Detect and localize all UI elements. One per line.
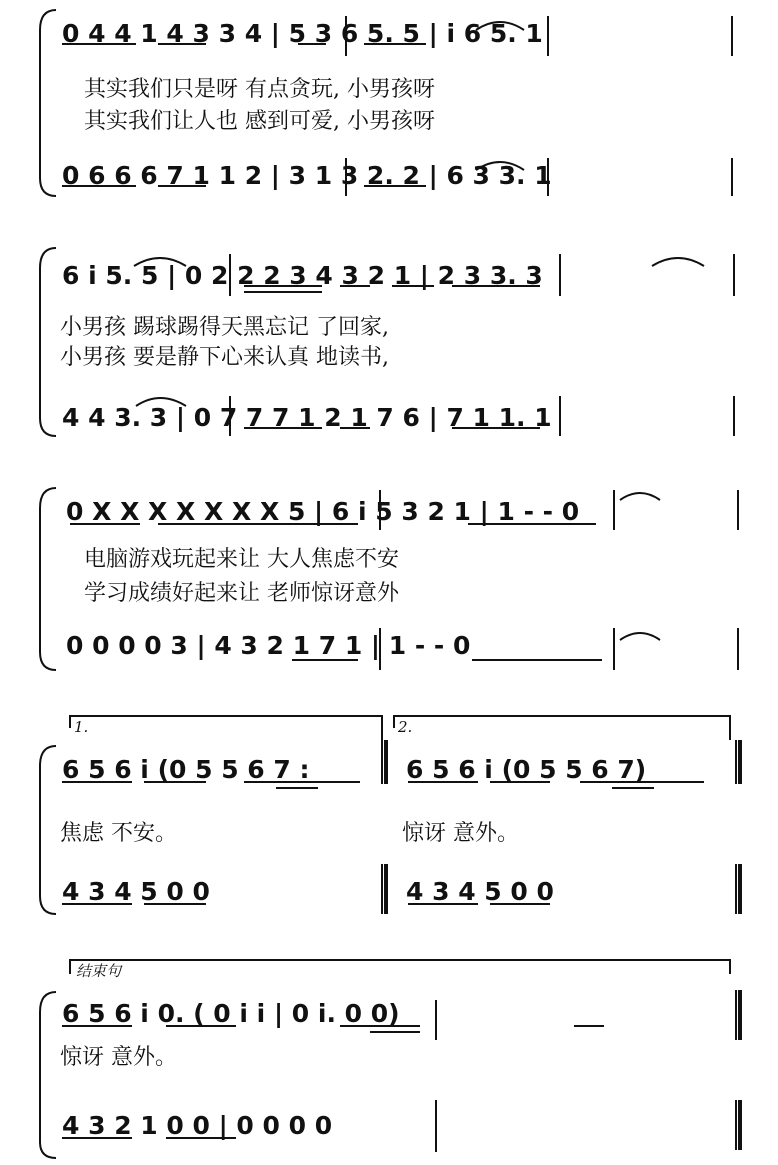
lyric-volta2: 惊讶 意外。 — [402, 821, 519, 846]
upper-notes: 0 4 4 1 4 3 3 4 | 5 3 6 5. 5 | i 6 5. 1 — [62, 19, 543, 48]
system-bracket — [40, 10, 56, 196]
upper-notes: 0 X X X X X X X 5 | 6 i 5 3 2 1 | 1 - - 0 — [66, 497, 580, 526]
ending-label: 结束句 — [76, 962, 122, 980]
lyric-volta1: 焦虑 不安。 — [60, 821, 177, 846]
volta-1 — [70, 716, 382, 740]
upper-notes: 6 i 5. 5 | 0 2 2 2 3 4 3 2 1 | 2 3 3. 3 — [62, 261, 543, 290]
upper-notes-volta2: 6 5 6 i (0 5 5 6 7) — [406, 755, 647, 784]
system-bracket — [40, 992, 56, 1158]
volta-2-label: 2. — [398, 718, 413, 736]
system-bracket — [40, 746, 56, 914]
lower-notes: 4 4 3. 3 | 0 7 7 7 1 2 1 7 6 | 7 1 1. 1 — [62, 403, 552, 432]
upper-notes-ending: 6 5 6 i 0. ( 0 i i | 0 i. 0 0) — [62, 999, 400, 1028]
lower-notes-volta1: 4 3 4 5 0 0 — [62, 877, 210, 906]
system-bracket — [40, 248, 56, 436]
ending-bracket — [70, 960, 730, 974]
lyric-ending: 惊讶 意外。 — [60, 1045, 177, 1070]
lyric-verse2: 学习成绩好起来让 老师惊讶意外 — [84, 581, 399, 606]
volta-2 — [394, 716, 730, 740]
volta-1-label: 1. — [74, 718, 89, 736]
lower-notes: 0 0 0 0 3 | 4 3 2 1 7 1 | 1 - - 0 — [66, 631, 471, 660]
lyric-verse1: 其实我们只是呀 有点贪玩, 小男孩呀 — [84, 77, 435, 102]
lower-notes-ending: 4 3 2 1 0 0 | 0 0 0 0 — [62, 1111, 333, 1140]
lyric-verse1: 电脑游戏玩起来让 大人焦虑不安 — [84, 547, 399, 572]
lyric-verse2: 小男孩 要是静下心来认真 地读书, — [60, 345, 389, 370]
upper-notes-volta1: 6 5 6 i (0 5 5 6 7 : — [62, 755, 310, 784]
lower-notes: 0 6 6 6 7 1 1 2 | 3 1 3 2. 2 | 6 3 3. 1 — [62, 161, 552, 190]
lyric-verse1: 小男孩 踢球踢得天黑忘记 了回家, — [60, 315, 389, 340]
system-bracket — [40, 488, 56, 670]
lower-notes-volta2: 4 3 4 5 0 0 — [406, 877, 554, 906]
lyric-verse2: 其实我们让人也 感到可爱, 小男孩呀 — [84, 109, 435, 134]
